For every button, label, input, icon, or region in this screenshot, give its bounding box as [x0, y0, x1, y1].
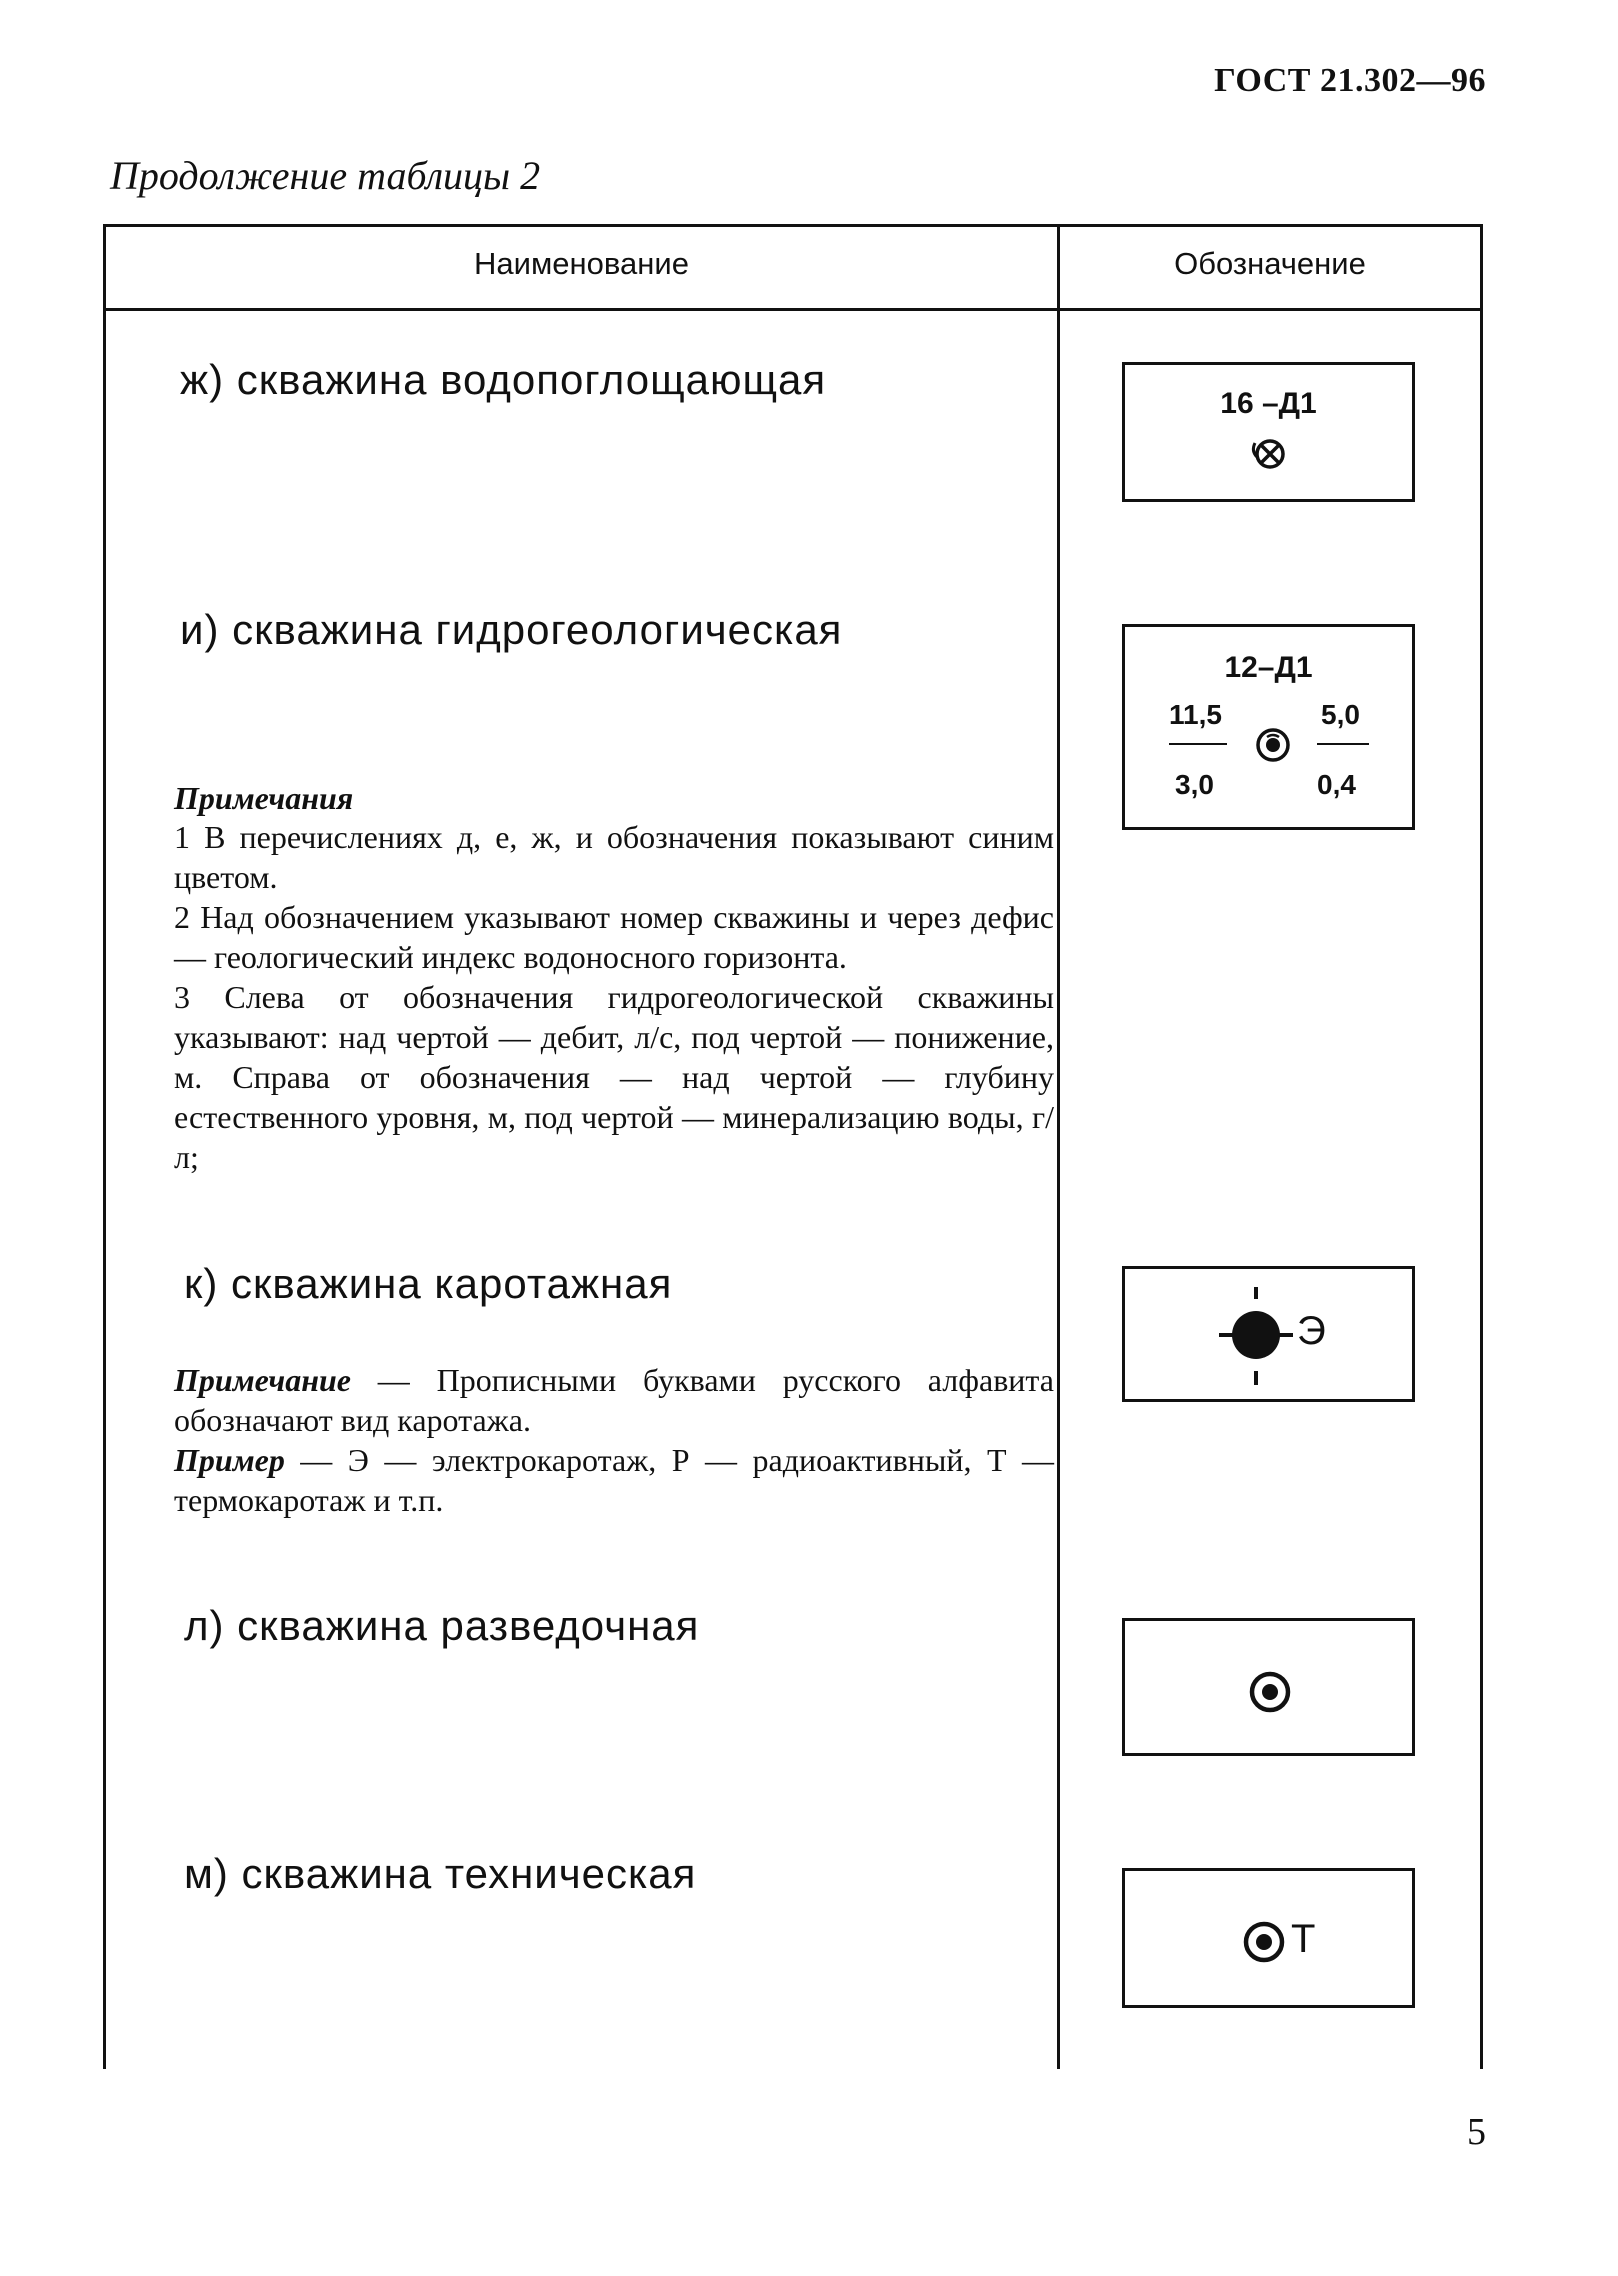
table-left-border — [103, 224, 106, 2069]
logging-note — [174, 1360, 1054, 1440]
mineralization-value: 0,4 — [1317, 769, 1356, 800]
exploratory-well-icon — [1247, 1669, 1293, 1715]
note-3: 3 Слева от обозначения гидрогеологической скважины указывают: над чертой — дебит, л/с, под чертой — понижение, м. Справа от обозначения — над чертой — глубину естественного уровня, м, под чертой — минерализацию воды, г/л; — [174, 979, 1054, 1175]
drawdown-value: 3,0 — [1175, 769, 1214, 800]
symbol-label: 16 –Д1 — [1220, 387, 1317, 420]
item-exploratory-well: л) скважина разведочная — [184, 1602, 700, 1649]
notes-block-2 — [174, 1360, 1054, 1520]
logging-example — [174, 1440, 1054, 1520]
symbol-box-technical-well — [1122, 1868, 1415, 2008]
note-label: Примечание — [174, 1362, 351, 1398]
right-fraction-bar — [1317, 743, 1369, 745]
example-label: Пример — [174, 1442, 285, 1478]
item-absorbing-well: ж) скважина водопоглощающая — [180, 356, 827, 403]
note-text: — Прописными буквами русского алфавита обозначают вид каротажа. — [174, 1362, 1054, 1438]
item-logging-well: к) скважина каротажная — [184, 1260, 673, 1307]
left-fraction-bar — [1169, 743, 1227, 745]
note-1: 1 В перечислениях д, е, ж, и обозначения показывают синим цветом. — [174, 819, 1054, 895]
notes-block-1 — [174, 780, 1054, 1177]
example-text: — Э — электрокаротаж, Р — радиоактивный, Т — термокаротаж и т.п. — [174, 1442, 1054, 1518]
static-level-value: 5,0 — [1321, 699, 1360, 730]
symbol-box-hydrogeological-well — [1122, 624, 1415, 830]
table-header-border — [103, 308, 1483, 311]
table-right-border — [1480, 224, 1483, 2069]
table-column-divider — [1057, 224, 1060, 2069]
standard-header: ГОСТ 21.302—96 — [1214, 62, 1486, 99]
page-number: 5 — [1467, 2111, 1486, 2153]
absorbing-well-icon — [1249, 433, 1291, 475]
note-2: 2 Над обозначением указывают номер скважины и через дефис — геологический индекс водоносного горизонта. — [174, 899, 1054, 975]
table-top-border — [103, 224, 1483, 227]
symbol-box-absorbing-well — [1122, 362, 1415, 502]
symbol-label: 12–Д1 — [1224, 651, 1313, 684]
item-technical-well: м) скважина техническая — [184, 1850, 697, 1897]
hydrogeological-well-icon — [1253, 725, 1293, 765]
symbol-box-logging-well — [1122, 1266, 1415, 1402]
technical-well-icon — [1241, 1919, 1287, 1965]
technical-well-letter: Т — [1291, 1917, 1316, 1961]
debit-value: 11,5 — [1169, 699, 1222, 730]
column-header-name: Наименование — [474, 246, 689, 281]
item-hydrogeological-well: и) скважина гидрогеологическая — [180, 606, 843, 653]
notes-title: Примечания — [174, 780, 354, 816]
logging-well-icon — [1217, 1287, 1295, 1385]
logging-type-letter: Э — [1297, 1309, 1326, 1353]
symbol-box-exploratory-well — [1122, 1618, 1415, 1756]
table-caption: Продолжение таблицы 2 — [110, 153, 541, 198]
column-header-symbol: Обозначение — [1174, 246, 1366, 281]
